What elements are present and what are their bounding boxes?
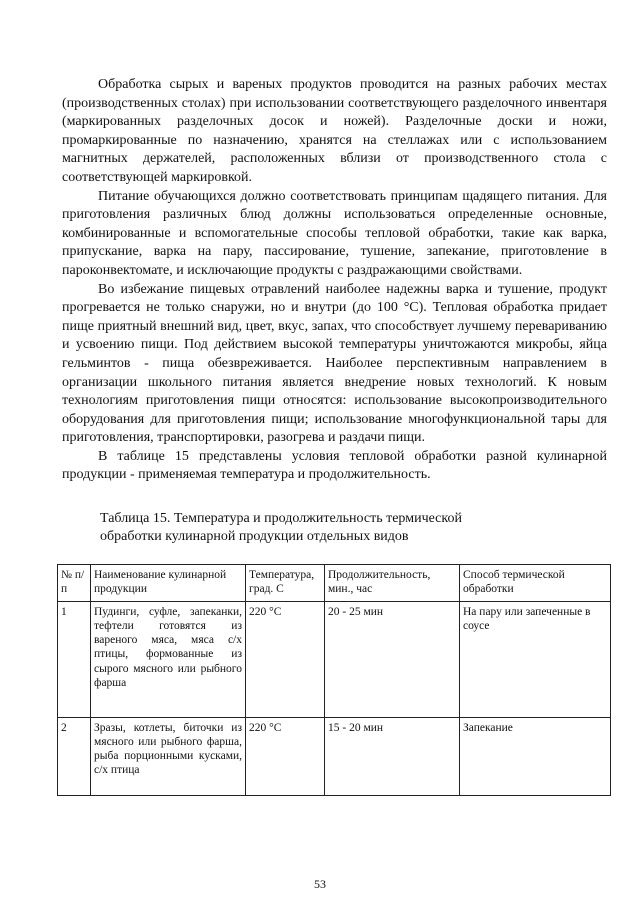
paragraph: Питание обучающихся должно соответствовать принципам щадящего питания. Для приготовления различных блюд должны использоваться определенные основные, комбинированные и вспомогательные способы тепловой обработки, такие как варка, припускание, варка на пару, пассирование, тушение, запекание, приготовление в пароконвектомате, и исключающие продукты с раздражающими свойствами. — [62, 188, 607, 278]
table-cell: На пару или запеченные в соусе — [460, 601, 611, 717]
header-cell-temperature: Температура, град. С — [246, 565, 325, 602]
table-row — [58, 601, 611, 717]
header-cell-product-name: Наименование кулинарной продукции — [91, 565, 246, 602]
table-cell: 20 - 25 мин — [325, 601, 460, 717]
header-cell-method: Способ термической обработки — [460, 565, 611, 602]
table-cell: 15 - 20 мин — [325, 717, 460, 795]
table-cell: Пудинги, суфле, запеканки, тефтели готовятся из вареного мяса, мяса с/х птицы, формованные из сырого мясного или рыбного фарша — [91, 601, 246, 717]
table-cell: 220 °С — [246, 601, 325, 717]
paragraph: Обработка сырых и вареных продуктов проводится на разных рабочих местах (производственных столах) при использовании соответствующего разделочного инвентаря (маркированных разделочных досок и ножей). Разделочные доски и ножи, промаркированные по назначению, хранятся на стеллажах или с использованием магнитных держателей, расположенных вблизи от производственного стола с соответствующей маркировкой. — [62, 77, 607, 185]
table-cell: 220 °С — [246, 717, 325, 795]
table-cell: 2 — [58, 717, 91, 795]
paragraph: В таблице 15 представлены условия тепловой обработки разной кулинарной продукции - применяемая температура и продолжительность. — [62, 448, 607, 483]
table-cell: Зразы, котлеты, биточки из мясного или рыбного фарша, рыба порционными кусками, с/х птица — [91, 717, 246, 795]
table-caption-line: обработки кулинарной продукции отдельных видов — [100, 529, 409, 544]
cooking-conditions-table — [57, 564, 611, 796]
body-text — [62, 76, 607, 485]
table-caption-line: Таблица 15. Температура и продолжительность термической — [100, 511, 462, 526]
table-cell: Запекание — [460, 717, 611, 795]
page-number: 53 — [314, 877, 326, 891]
header-cell-duration: Продолжительность, мин., час — [325, 565, 460, 602]
header-cell-number: № п/п — [58, 565, 91, 602]
table-row — [58, 717, 611, 795]
paragraph: Во избежание пищевых отравлений наиболее надежны варка и тушение, продукт прогревается не только снаружи, но и внутри (до 100 °С). Тепловая обработка придает пище приятный внешний вид, цвет, вкус, запах, что способствует лучшему перевариванию и усвоению пищи. Под действием высокой температуры уничтожаются микробы, яйца гельминтов - пища обезвреживается. Наиболее перспективным направлением в организации школьного питания является внедрение новых технологий. К новым технологиям приготовления пищи относятся: использование высокопроизводительного оборудования для приготовления пищи; использование многофункциональной тары для приготовления, транспортировки, разогрева и раздачи пищи. — [62, 281, 607, 446]
table-header-row — [58, 565, 611, 602]
table-caption — [100, 510, 570, 546]
table-cell: 1 — [58, 601, 91, 717]
